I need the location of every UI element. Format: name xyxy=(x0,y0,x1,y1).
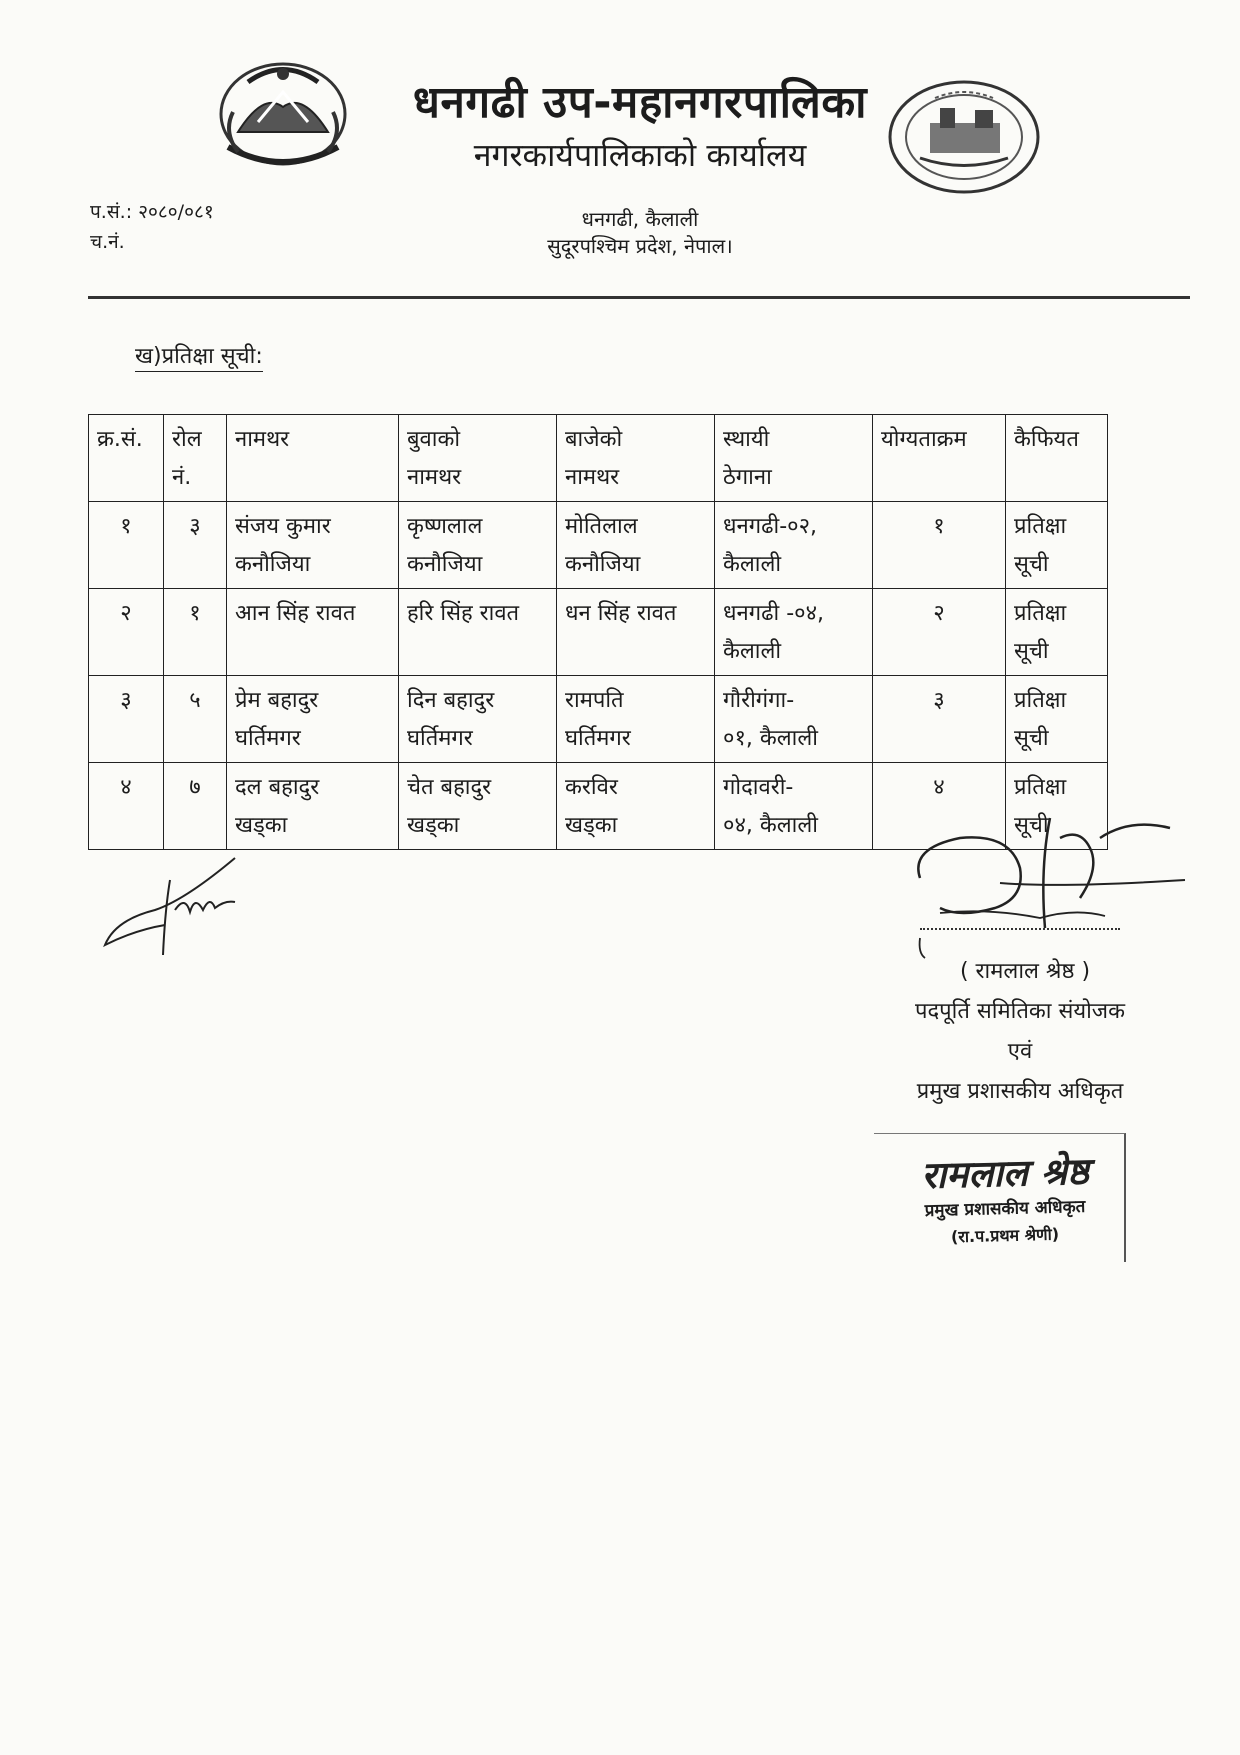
right-handwritten-signature xyxy=(900,808,1190,968)
cell-text-line: घर्तिमगर xyxy=(565,726,631,751)
cell-text-line: चेत बहादुर xyxy=(407,775,492,800)
signatory-title: प्रमुख प्रशासकीय अधिकृत xyxy=(916,1079,1124,1104)
dispatch-number: च.नं. xyxy=(90,231,125,253)
cell-text-line: घर्तिमगर xyxy=(407,726,473,751)
cell-text-line: खड्का xyxy=(407,813,460,838)
cell-text-line: सूची xyxy=(1014,552,1049,577)
reference-number: प.सं.: २०८०/०८१ xyxy=(90,201,214,223)
column-header-roll-number xyxy=(164,415,227,502)
cell-serial-number xyxy=(89,502,164,589)
header-text-line: योग्यताक्रम xyxy=(881,427,967,452)
cell-text-line: ४ xyxy=(120,775,132,800)
cell-text-line: खड्का xyxy=(235,813,288,838)
cell-grandfather-name xyxy=(557,676,715,763)
address-line: धनगढी, कैलाली xyxy=(581,207,699,231)
cell-text-line: ०१, कैलाली xyxy=(723,726,818,751)
cell-father-name xyxy=(399,676,557,763)
waiting-list-table xyxy=(88,414,1108,850)
waiting-list-heading: ख)प्रतिक्षा सूची: xyxy=(135,340,263,372)
cell-text-line: १ xyxy=(933,514,945,539)
cell-text-line: ७ xyxy=(189,775,201,800)
cell-permanent-address xyxy=(715,676,873,763)
cell-full-name xyxy=(227,502,399,589)
nepal-coat-of-arms-emblem xyxy=(208,52,358,172)
cell-text-line: सूची xyxy=(1014,813,1049,838)
header-text-line: नामथर xyxy=(407,465,462,490)
header-text-line: नं. xyxy=(172,465,192,490)
column-header-serial-number xyxy=(89,415,164,502)
cell-text-line: मोतिलाल xyxy=(565,514,638,539)
column-header-remarks xyxy=(1006,415,1108,502)
cell-permanent-address xyxy=(715,589,873,676)
table-body xyxy=(89,502,1108,850)
cell-text-line: ३ xyxy=(933,688,945,713)
office-name: नगरकार्यपालिकाको कार्यालय xyxy=(473,136,807,174)
signature-dotted-line xyxy=(920,928,1120,930)
cell-text-line: आन सिंह रावत xyxy=(235,601,356,626)
cell-remarks xyxy=(1006,676,1108,763)
cell-text-line: गौरीगंगा- xyxy=(723,688,795,713)
cell-text-line: कृष्णलाल xyxy=(407,514,483,539)
column-header-merit-rank xyxy=(873,415,1006,502)
cell-grandfather-name xyxy=(557,502,715,589)
cell-merit-rank xyxy=(873,589,1006,676)
cell-father-name xyxy=(399,763,557,850)
cell-text-line: घर्तिमगर xyxy=(235,726,301,751)
cell-serial-number xyxy=(89,589,164,676)
cell-roll-number xyxy=(164,676,227,763)
cell-permanent-address xyxy=(715,502,873,589)
cell-serial-number xyxy=(89,763,164,850)
header-text-line: रोल xyxy=(172,427,202,452)
cell-serial-number xyxy=(89,676,164,763)
cell-grandfather-name xyxy=(557,589,715,676)
cell-text-line: कैलाली xyxy=(723,552,782,577)
cell-text-line: कनौजिया xyxy=(407,552,483,577)
cell-text-line: करविर xyxy=(565,775,618,800)
header-text-line: ठेगाना xyxy=(723,465,772,490)
cell-text-line: गोदावरी- xyxy=(723,775,794,800)
cell-text-line: संजय कुमार xyxy=(235,514,331,539)
header-text-line: नामथर xyxy=(565,465,620,490)
cell-text-line: धन सिंह रावत xyxy=(565,601,677,626)
header-text-line: बाजेको xyxy=(565,427,623,452)
cell-text-line: १ xyxy=(120,514,132,539)
header-text-line: क्र.सं. xyxy=(97,427,143,452)
header-text-line: स्थायी xyxy=(723,427,770,452)
cell-father-name xyxy=(399,502,557,589)
header-text-line: कैफियत xyxy=(1014,427,1079,452)
cell-permanent-address xyxy=(715,763,873,850)
cell-full-name xyxy=(227,763,399,850)
cell-text-line: कनौजिया xyxy=(565,552,641,577)
province-line: सुदूरपश्चिम प्रदेश, नेपाल। xyxy=(547,234,733,258)
cell-text-line: ४ xyxy=(933,775,945,800)
cell-full-name xyxy=(227,589,399,676)
stamp-grade: (रा.प.प्रथम श्रेणी) xyxy=(950,1224,1060,1247)
cell-text-line: धनगढी-०२, xyxy=(723,514,818,539)
column-header-permanent-address xyxy=(715,415,873,502)
header-divider xyxy=(88,296,1190,299)
cell-text-line: रामपति xyxy=(565,688,624,713)
column-header-father-name xyxy=(399,415,557,502)
cell-text-line: ३ xyxy=(120,688,132,713)
cell-full-name xyxy=(227,676,399,763)
header-text-line: नामथर xyxy=(235,427,290,452)
column-header-full-name xyxy=(227,415,399,502)
table-row xyxy=(89,589,1108,676)
cell-text-line: प्रतिक्षा xyxy=(1014,601,1067,626)
header-text-line: बुवाको xyxy=(407,427,461,452)
cell-text-line: सूची xyxy=(1014,726,1049,751)
cell-text-line: खड्का xyxy=(565,813,618,838)
signatory-role: पदपूर्ति समितिका संयोजक xyxy=(914,999,1125,1024)
cell-merit-rank xyxy=(873,676,1006,763)
table-row xyxy=(89,676,1108,763)
cell-text-line: कैलाली xyxy=(723,639,782,664)
cell-merit-rank xyxy=(873,502,1006,589)
cell-text-line: २ xyxy=(933,601,945,626)
cell-text-line: ०४, कैलाली xyxy=(723,813,818,838)
stamp-name: रामलाल श्रेष्ठ xyxy=(920,1149,1090,1198)
cell-remarks xyxy=(1006,502,1108,589)
organization-title: धनगढी उप-महानगरपालिका xyxy=(412,77,868,128)
cell-text-line: सूची xyxy=(1014,639,1049,664)
cell-text-line: दल बहादुर xyxy=(235,775,320,800)
column-header-grandfather-name xyxy=(557,415,715,502)
cell-roll-number xyxy=(164,589,227,676)
stamp-title: प्रमुख प्रशासकीय अधिकृत xyxy=(924,1196,1086,1222)
cell-text-line: प्रतिक्षा xyxy=(1014,688,1067,713)
conjunction-text: एवं xyxy=(1007,1039,1033,1064)
cell-text-line: दिन बहादुर xyxy=(407,688,495,713)
cell-text-line: कनौजिया xyxy=(235,552,311,577)
cell-roll-number xyxy=(164,502,227,589)
table-row xyxy=(89,502,1108,589)
signatory-name: ( रामलाल श्रेष्ठ ) xyxy=(959,959,1091,984)
cell-roll-number xyxy=(164,763,227,850)
cell-text-line: ५ xyxy=(189,688,201,713)
cell-text-line: हरि सिंह रावत xyxy=(407,601,520,626)
cell-text-line: प्रेम बहादुर xyxy=(235,688,319,713)
cell-father-name xyxy=(399,589,557,676)
cell-text-line: प्रतिक्षा xyxy=(1014,514,1067,539)
cell-text-line: १ xyxy=(189,601,201,626)
table-header-row xyxy=(89,415,1108,502)
cell-text-line: ३ xyxy=(189,514,201,539)
cell-text-line: २ xyxy=(120,601,132,626)
cell-grandfather-name xyxy=(557,763,715,850)
left-handwritten-signature xyxy=(95,850,275,960)
cell-text-line: प्रतिक्षा xyxy=(1014,775,1067,800)
cell-remarks xyxy=(1006,589,1108,676)
cell-text-line: धनगढी -०४, xyxy=(723,601,825,626)
